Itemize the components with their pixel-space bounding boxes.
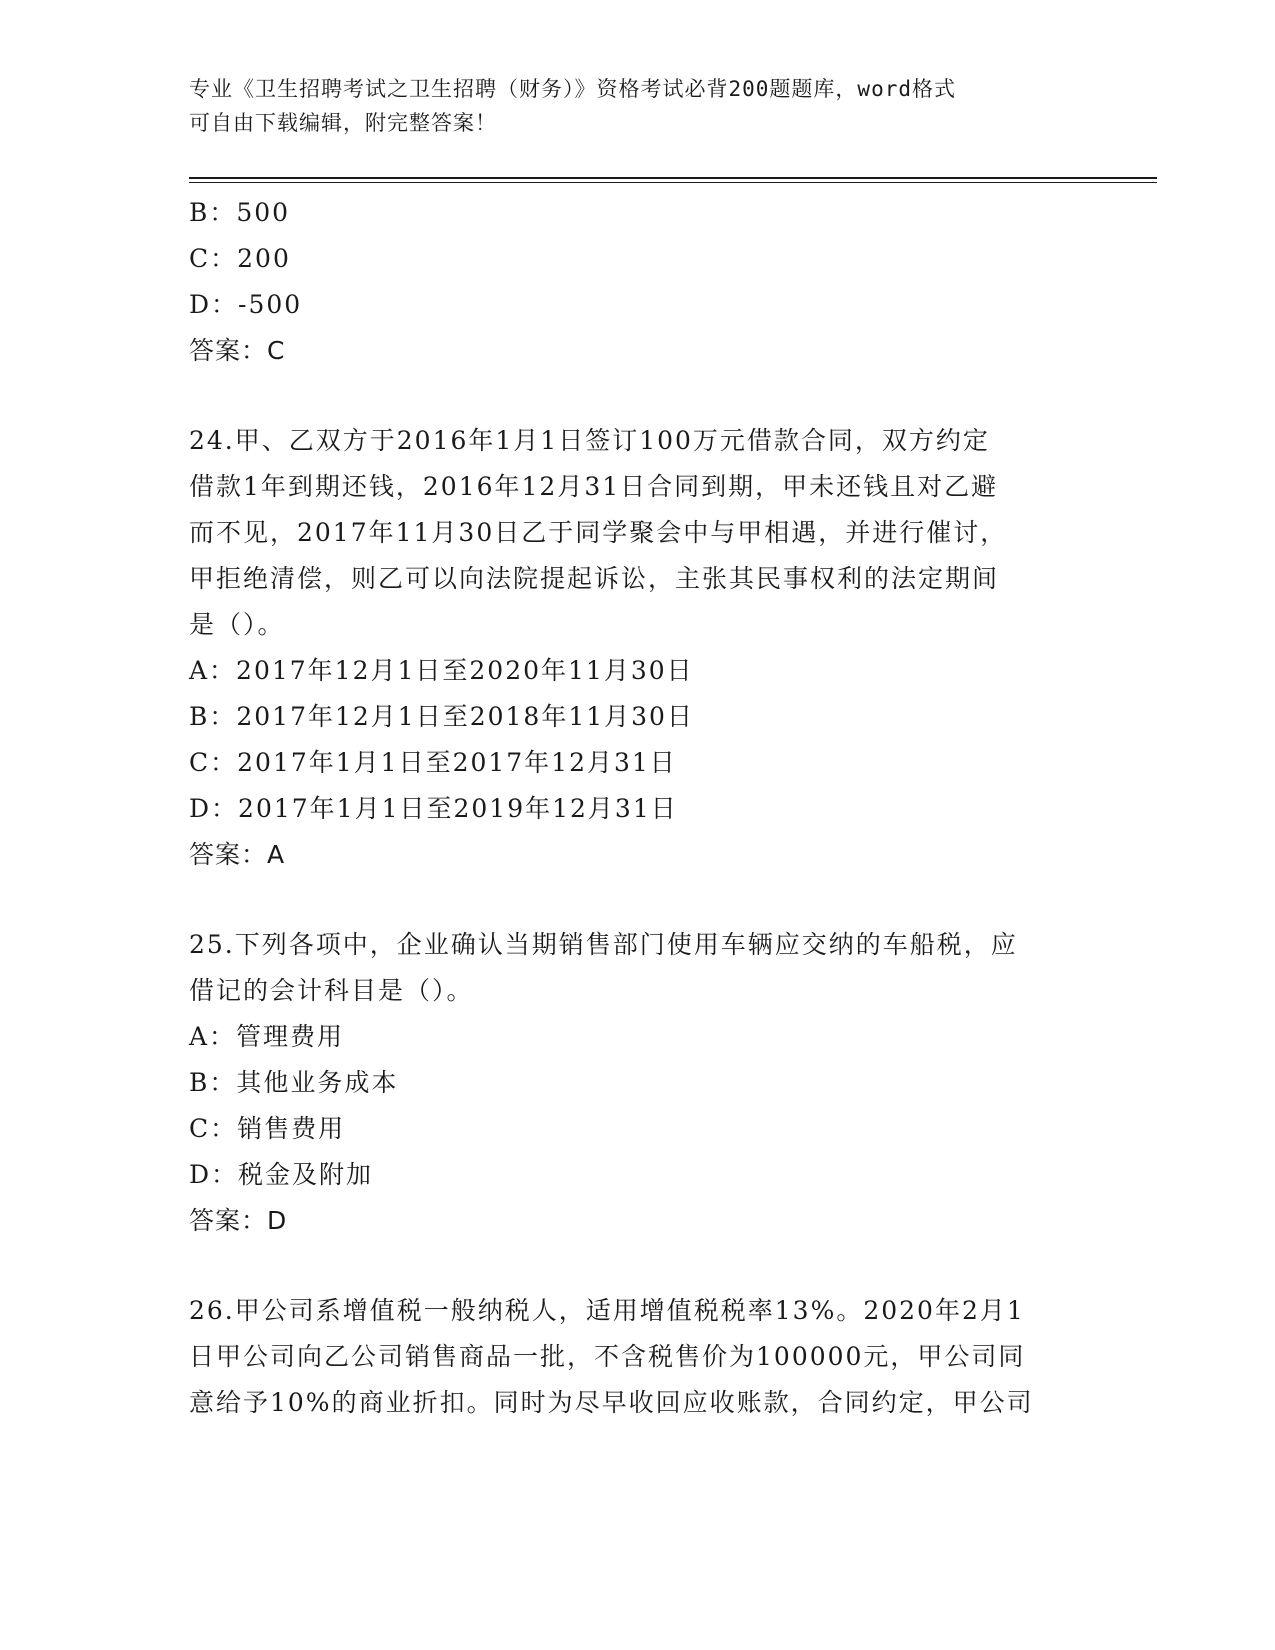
document-body: [189, 190, 1089, 1426]
option-c: C：200: [189, 244, 291, 273]
question-stem-line: 26.甲公司系增值税一般纳税人，适用增值税税率13%。2020年2月1: [189, 1296, 1025, 1325]
header-rule-thin: [189, 182, 1157, 183]
spacer: [189, 374, 1089, 418]
option-b: B：500: [189, 198, 291, 227]
question-stem-line: 借记的会计科目是（）。: [189, 976, 474, 1005]
option-c: C：销售费用: [189, 1114, 346, 1143]
question-23-continued: [189, 190, 1089, 374]
question-26: [189, 1288, 1089, 1426]
header-rule-thick: [189, 177, 1157, 179]
option-b: B：2017年12月1日至2018年11月30日: [189, 702, 694, 731]
option-b: B：其他业务成本: [189, 1068, 399, 1097]
answer-line: 答案：C: [189, 336, 286, 365]
option-d: D：2017年1月1日至2019年12月31日: [189, 794, 678, 823]
option-c: C：2017年1月1日至2017年12月31日: [189, 748, 677, 777]
question-stem-line: 25.下列各项中，企业确认当期销售部门使用车辆应交纳的车船税，应: [189, 930, 1018, 959]
question-stem-line: 甲拒绝清偿，则乙可以向法院提起诉讼，主张其民事权利的法定期间: [189, 564, 1000, 593]
question-stem-line: 借款1年到期还钱，2016年12月31日合同到期，甲未还钱且对乙避: [189, 472, 999, 501]
header-line-2: 可自由下载编辑，附完整答案！: [189, 111, 497, 135]
page-header: [189, 72, 1069, 140]
option-a: A：2017年12月1日至2020年11月30日: [189, 656, 694, 685]
question-24: [189, 418, 1089, 878]
question-stem-line: 日甲公司向乙公司销售商品一批，不含税售价为100000元，甲公司同: [189, 1342, 1026, 1371]
option-d: D：税金及附加: [189, 1160, 374, 1189]
question-stem-line: 意给予10%的商业折扣。同时为尽早收回应收账款，合同约定，甲公司: [189, 1388, 1034, 1417]
spacer: [189, 878, 1089, 922]
answer-line: 答案：A: [189, 840, 286, 869]
option-d: D：-500: [189, 290, 303, 319]
question-stem-line: 是（）。: [189, 610, 285, 639]
question-25: [189, 922, 1089, 1244]
spacer: [189, 1244, 1089, 1288]
answer-line: 答案：D: [189, 1206, 288, 1235]
header-line-1: 专业《卫生招聘考试之卫生招聘（财务）》资格考试必背200题题库，word格式: [189, 77, 956, 101]
option-a: A：管理费用: [189, 1022, 345, 1051]
question-stem-line: 而不见，2017年11月30日乙于同学聚会中与甲相遇，并进行催讨，: [189, 518, 1008, 547]
question-stem-line: 24.甲、乙双方于2016年1月1日签订100万元借款合同，双方约定: [189, 426, 990, 455]
